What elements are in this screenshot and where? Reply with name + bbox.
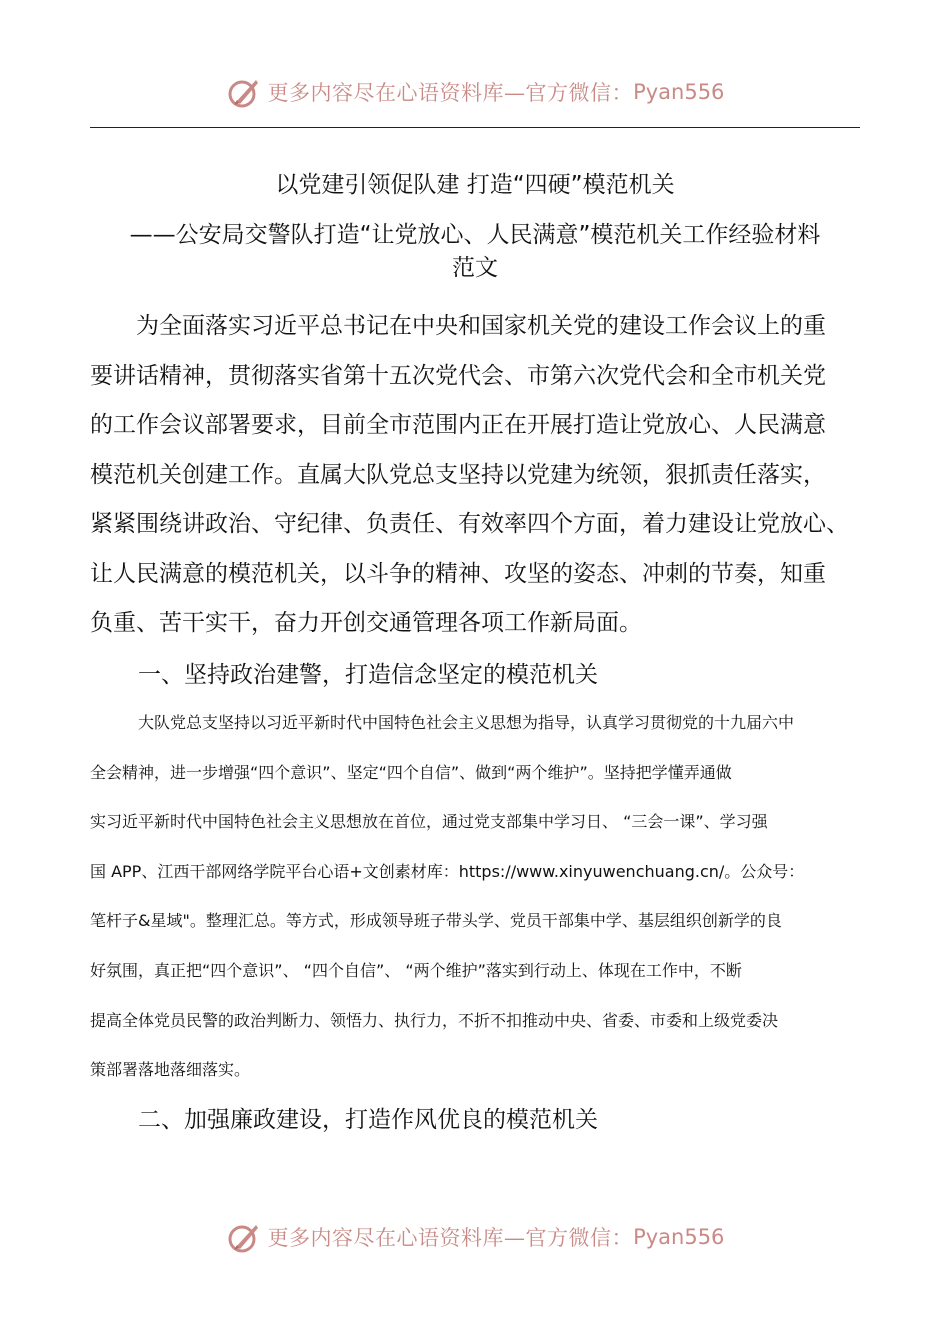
- header-banner-text: 更多内容尽在心语资料库—官方微信：: [267, 81, 634, 105]
- text-line: 提高全体党员民警的政治判断力、领悟力、执行力，不折不扣推动中央、省委、市委和上级党委决: [90, 1010, 779, 1030]
- header-divider: [90, 127, 860, 128]
- text-line: 紧紧围绕讲政治、守纪律、负责任、有效率四个方面，着力建设让党放心、: [90, 511, 849, 537]
- quill-pen-logo-icon: [226, 74, 262, 110]
- text-line: 要讲话精神，贯彻落实省第十五次党代会、市第六次党代会和全市机关党: [90, 362, 826, 389]
- text-line: 大队党总支坚持以习近平新时代中国特色社会主义思想为指导，认真学习贯彻党的十九届六中: [90, 713, 795, 732]
- text-line: 让人民满意的模范机关，以斗争的精神、攻坚的姿态、冲刺的节奏，知重: [90, 560, 826, 587]
- header-banner: [0, 70, 950, 114]
- section-1-paragraph: [90, 698, 865, 1095]
- text-line: 实习近平新时代中国特色社会主义思想放在首位，通过党支部集中学习日、 “三会一课”、学习强: [90, 812, 768, 832]
- document-title: 以党建引领促队建 打造“四硬”模范机关: [275, 172, 675, 198]
- text-line: 笔杆子&星域"。整理汇总。等方式，形成领导班子带头学、党员干部集中学、基层组织创新学的良: [90, 911, 782, 931]
- quill-pen-logo-icon: [226, 1219, 262, 1255]
- section-1-heading: 一、坚持政治建警，打造信念坚定的模范机关: [138, 662, 598, 688]
- text-line: 负重、苦干实干，奋力开创交通管理各项工作新局面。: [90, 610, 642, 636]
- footer-banner-text: 更多内容尽在心语资料库—官方微信：: [267, 1226, 634, 1250]
- header-banner-wechat-id: Pyan556: [633, 80, 725, 104]
- document-subtitle-line-1: ——公安局交警队打造“让党放心、人民满意”模范机关工作经验材料: [129, 222, 821, 248]
- text-line: 策部署落地落细落实。: [90, 1060, 251, 1080]
- intro-paragraph: [90, 302, 870, 649]
- text-line: 模范机关创建工作。直属大队党总支坚持以党建为统领，狠抓责任落实，: [90, 461, 826, 488]
- document-subtitle-line-2: 范文: [452, 255, 498, 281]
- text-line: 为全面落实习近平总书记在中央和国家机关党的建设工作会议上的重: [90, 313, 826, 339]
- text-line: 国 APP、江西干部网络学院平台心语+文创素材库：https://www.xinyuwenchuang.cn/。公众号：: [90, 861, 805, 881]
- text-line: 的工作会议部署要求，目前全市范围内正在开展打造让党放心、人民满意: [90, 412, 826, 438]
- footer-banner: [0, 1215, 950, 1259]
- footer-banner-wechat-id: Pyan556: [633, 1225, 725, 1249]
- text-line: 好氛围，真正把“四个意识”、 “四个自信”、 “两个维护”落实到行动上、体现在工作中，不断: [90, 960, 742, 980]
- text-line: 全会精神，进一步增强“四个意识”、坚定“四个自信”、做到“两个维护”。坚持把学懂弄通做: [90, 762, 732, 782]
- section-2-heading: 二、加强廉政建设，打造作风优良的模范机关: [138, 1107, 598, 1133]
